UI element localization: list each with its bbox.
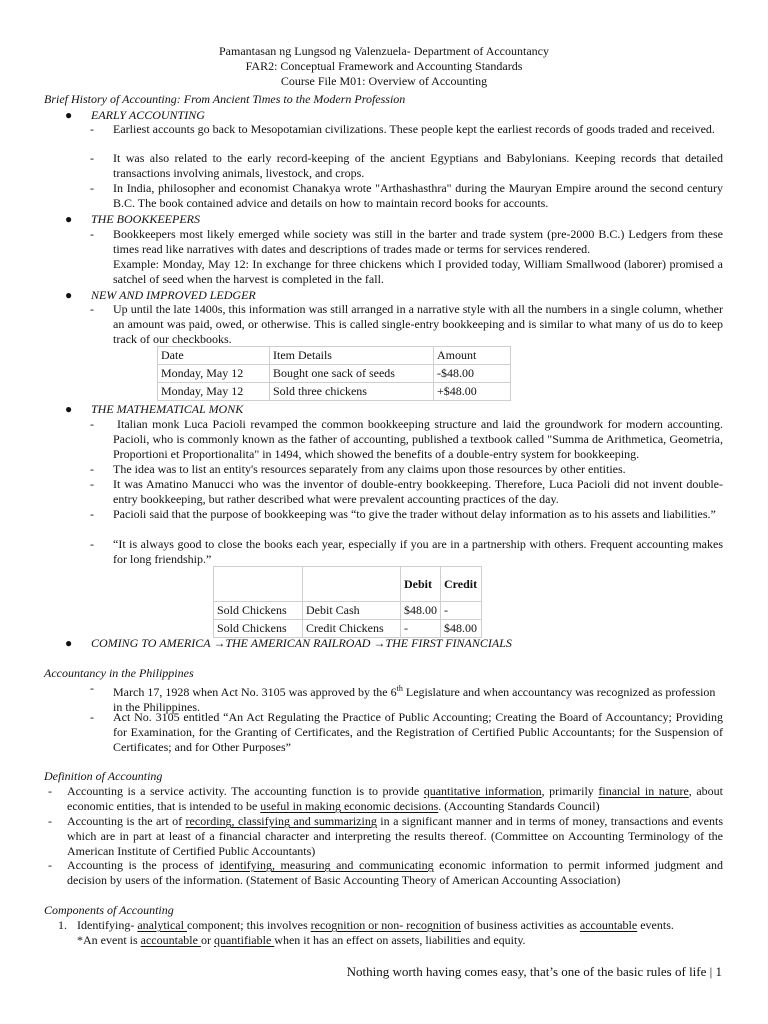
table-cell: Sold Chickens	[214, 602, 303, 620]
dash-marker: -	[90, 462, 94, 476]
course-file-line: Course File M01: Overview of Accounting	[280, 74, 488, 88]
table-cell: Monday, May 12	[158, 383, 270, 401]
table-cell: Sold three chickens	[270, 383, 434, 401]
table-cell: Debit Cash	[303, 602, 401, 620]
monk-heading: ● THE MATHEMATICAL MONK	[65, 402, 244, 416]
table-header-cell	[303, 567, 401, 602]
table-cell: $48.00	[401, 602, 441, 620]
table-cell: -$48.00	[434, 365, 511, 383]
dash-marker: -	[90, 417, 94, 431]
table-header-cell: Item Details	[270, 347, 434, 365]
table-row	[158, 383, 511, 401]
bullet-icon: ●	[65, 288, 73, 302]
single-entry-ledger-table	[157, 346, 511, 401]
bullet-icon: ●	[65, 636, 73, 650]
bullet-icon: ●	[65, 402, 73, 416]
ledger-heading: ● NEW AND IMPROVED LEDGER	[65, 288, 256, 302]
table-row	[158, 365, 511, 383]
definition-title: Definition of Accounting	[44, 769, 163, 783]
table-header-cell: Debit	[401, 567, 441, 602]
underlined-term: analytical	[137, 918, 187, 932]
underlined-term: recording, classifying and summarizing	[185, 814, 377, 828]
components-title: Components of Accounting	[44, 903, 174, 917]
document-header	[0, 44, 768, 89]
dash-marker: -	[90, 710, 94, 724]
bookkeepers-heading: ● THE BOOKKEEPERS	[65, 212, 200, 226]
bullet-icon: ●	[65, 212, 73, 226]
university-line: Pamantasan ng Lungsod ng Valenzuela- Department of Accountancy	[218, 44, 549, 58]
underlined-term: accountable	[579, 918, 638, 932]
table-row	[214, 602, 482, 620]
early-accounting-heading: ● EARLY ACCOUNTING	[65, 108, 205, 122]
table-cell: -	[441, 602, 482, 620]
history-title: Brief History of Accounting: From Ancient Times to the Modern Profession	[44, 92, 406, 106]
table-cell: Bought one sack of seeds	[270, 365, 434, 383]
table-cell: Monday, May 12	[158, 365, 270, 383]
dash-marker: -	[90, 151, 94, 165]
underlined-term: quantifiable	[213, 933, 275, 947]
bookkeepers-example: Example: Monday, May 12: In exchange for three chickens which I provided today, William Smallwood (laborer) promised a satchel of seed when the harvest is completed in the fall.	[113, 257, 723, 286]
table-row	[214, 620, 482, 638]
dash-marker: -	[90, 507, 94, 521]
dash-marker: -	[90, 681, 94, 695]
dash-marker: -	[90, 302, 94, 316]
table-cell: Sold Chickens	[214, 620, 303, 638]
dash-marker: -	[48, 858, 52, 872]
dash-marker: -	[90, 181, 94, 195]
table-header-cell: Amount	[434, 347, 511, 365]
dash-marker: -	[90, 227, 94, 241]
double-entry-table	[213, 566, 482, 638]
table-cell: $48.00	[441, 620, 482, 638]
bullet-icon: ●	[65, 108, 73, 122]
dash-marker: -	[90, 537, 94, 551]
table-header-cell	[214, 567, 303, 602]
underlined-term: financial in nature	[598, 784, 689, 798]
underlined-term: accountable	[140, 933, 201, 947]
underlined-term: useful in making economic decisions	[260, 799, 439, 813]
table-cell: +$48.00	[434, 383, 511, 401]
table-header-cell: Date	[158, 347, 270, 365]
dash-marker: -	[90, 122, 94, 136]
document-page: Pamantasan ng Lungsod ng Valenzuela- Department of Accountancy FAR2: Conceptual Framework and Accounting Standards Course File M01: Overview of Accounting Brief History of Accounting: From Ancient Times to the Modern Profession ● EARLY ACCOUNTING - Earliest accounts go back to Mesopotamian civilizations. These people kept the earliest records of goods traded and received. - It was also related to the early record-keeping of the ancient Egyptians and Babylonians. Keeping records that detailed transactions involving animals, livestock, and crops. - In India, philosopher and economist Chanakya wrote "Arthashasthra" during the Mauryan Empire around the second century B.C. The book contained advice and details on how to maintain record books for accounts. ● THE BOOKKEEPERS - Bookkeepers most likely emerged while society was still in the barter and trade system (pre-2000 B.C.) Ledgers from these times read like narratives with dates and descriptions of trades made or terms for services rendered. Example: Monday, May 12: In exchange for three chickens which I provided today, William Smallwood (laborer) promised a satchel of seed when the harvest is completed in the fall. ● NEW AND IMPROVED LEDGER - Up until the late 1400s, this information was still arranged in a narrative style with all the numbers in a single column, whether an amount was paid, owed, or otherwise. This is called single-entry bookkeeping and is similar to what many of us do to keep track of our checkbooks. Date Item Details Amount Monday, May 12 Bought one sack of seeds -$48.00 Monday, May 12 Sold three chickens +$48.00 ● THE MATHEMATICAL MONK - Italian monk Luca Pacioli revamped the common bookkeeping structure and laid the groundwork for modern accounting. Pacioli, who is commonly known as the father of accounting, published a textbook called "Summa de Arithmetica, Geometria, Proportioni et Proportionalita" in 1494, which showed the benefits of a double-entry system for bookkeeping. - The idea was to list an entity's resources separately from any claims upon those resources by other entities. - It was Amatino Manucci who was the inventor of double-entry bookkeeping. Therefore, Luca Pacioli did not invent double-entry bookkeeping, but rather described what were prevalent accounting practices of the day. - Pacioli said that the purpose of bookkeeping was “to give the trader without delay information as to his assets and liabilities.” - “It is always good to close the books each year, especially if you are in a partnership with others. Frequent accounting makes for long friendship.” Debit Credit Sold Chickens Debit Cash $48.00 - Sold Chickens Credit Chickens - $48.00 ● COMING TO AMERICA →THE AMERICAN RAILROAD →THE FIRST FINANCIALS Accountancy in the Philippines - March 17, 1928 when Act No. 3105 was approved by the 6th Legislature and when accountancy was recognized as profession in the Philippines. - Act No. 3105 entitled “An Act Regulating the Practice of Public Accounting; Creating the Board of Accountancy; Providing for Examination, for the Granting of Certificates, and the Registration of Certified Public Accountants; for the Suspension of Certificates; and for Other Purposes” Definition of Accounting - Accounting is a service activity. The accounting function is to provide quantitative information, primarily financial in nature, about economic entities, that is intended to be useful in making economic decisions. (Accounting Standards Council) - Accounting is the art of recording, classifying and summarizing in a significant manner and in terms of money, transactions and events which are in part at least of a financial character and interpreting the results thereof. (Committee on Accounting Terminology of the American Institute of Certified Public Accountants) - Accounting is the process of identifying, measuring and communicating economic information to permit informed judgment and decision by users of the information. (Statement of Basic Accounting Theory of American Accounting Association) Components of Accounting 1. Identifying- analytical component; this involves recognition or non- recognition of business activities as accountable events. *An event is accountable or quantifiable when it has an effect on assets, liabilities and equity. Nothing worth having comes easy, that’s one of the basic rules of life | 1	[0, 0, 768, 1024]
dash-marker: -	[48, 814, 52, 828]
table-header-row	[214, 567, 482, 602]
component-note: *An event is accountable or quantifiable when it has an effect on assets, liabilities and equity.	[77, 933, 526, 947]
dash-marker: -	[48, 784, 52, 798]
underlined-term: recognition or non- recognition	[310, 918, 461, 932]
underlined-term: identifying, measuring and communicating	[219, 858, 434, 872]
underlined-term: quantitative information	[423, 784, 542, 798]
table-cell: Credit Chickens	[303, 620, 401, 638]
table-header-cell: Credit	[441, 567, 482, 602]
course-line: FAR2: Conceptual Framework and Accounting Standards	[245, 59, 523, 73]
coming-to-america-heading: ● COMING TO AMERICA →THE AMERICAN RAILROAD →THE FIRST FINANCIALS	[65, 636, 512, 650]
philippines-title: Accountancy in the Philippines	[44, 666, 194, 680]
page-footer: Nothing worth having comes easy, that’s one of the basic rules of life | 1	[346, 964, 722, 979]
table-cell: -	[401, 620, 441, 638]
dash-marker: -	[90, 477, 94, 491]
list-number: 1.	[58, 918, 67, 932]
table-header-row	[158, 347, 511, 365]
